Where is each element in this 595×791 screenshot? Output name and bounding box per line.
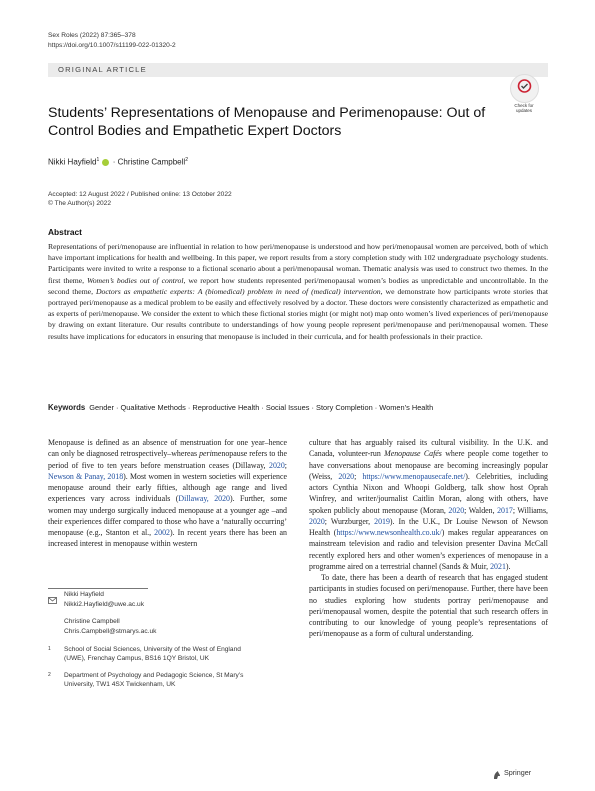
publisher-logo: Springer [504, 768, 532, 777]
citation-link[interactable]: Newson & Panay, 2018 [48, 471, 124, 481]
email-link-2[interactable]: Chris.Campbell@stmarys.ac.uk [64, 628, 157, 635]
corresponding-author-1: Nikki Hayfield [64, 591, 104, 598]
body-paragraph-2: To date, there has been a dearth of research that has engaged student participants in studies focused on peri/menopause. Further, there have been no studies exploring how students portray peri/menopause and peri/menopausal women, despite the potential that such research offers in contributing to our knowledge of young people’s representations of peri/menopause as a form of cultural understanding. [309, 573, 548, 639]
body-text: ) makes regular appearances on mainstream television and radio and television presenter Davina McCall recently explored hers and other women’s experiences of menopause in a programme aired on a terrestrial channel (Sands & Muir, [309, 528, 548, 571]
theme-2-name: Doctors as empathetic experts: A (biomedical) problem in need of (medical) intervention [95, 286, 381, 296]
citation-link[interactable]: 2020 [309, 516, 325, 526]
body-text: culture that has arguably raised its cultural visibility. In the U.K. and Canada, volunteer-run [309, 438, 548, 459]
journal-citation: Sex Roles (2022) 87:365–378 [48, 32, 136, 39]
check-updates-label[interactable]: Check for updates [514, 103, 534, 113]
keywords-label: Keywords [48, 403, 86, 412]
citation-link[interactable]: Dillaway, 2020 [178, 494, 230, 504]
affiliation-1: School of Social Sciences, University of the West of England (UWE), Frenchay Campus, BS16 1QY Bristol, UK [64, 646, 241, 662]
body-text: peri [199, 449, 212, 459]
url-link[interactable]: https://www.newsonhealth.co.uk/ [336, 528, 442, 537]
citation-link[interactable]: 2017 [497, 505, 513, 515]
author-separator: · [110, 157, 118, 167]
body-text: ). In the U.K., Dr Louise Newson of Newson Health ( [309, 516, 548, 537]
keywords [48, 403, 558, 412]
body-text: Menopause is defined as an absence of menstruation for one year–hence can only be diagnosed retrospectively–whereas [48, 438, 287, 459]
url-link[interactable]: https://www.menopausecafe.net/ [362, 471, 466, 481]
author-1-affil: 1 [96, 157, 100, 163]
citation-link[interactable]: 2019 [374, 516, 390, 526]
affiliation-2-number: 2 [48, 672, 51, 678]
footnote-rule [48, 588, 148, 589]
theme-1-name: Women’s bodies out of control [87, 275, 184, 285]
affiliation-1-number: 1 [48, 646, 51, 652]
body-right-column [309, 437, 548, 640]
body-text: ). Most women in western societies will experience menopause around their early fifties, although age range and lived experiences vary across individuals ( [48, 471, 287, 504]
body-text: ). Further, some women may undergo surgically induced menopause at a younger age –and their experiences differ compared to those who have a ‘naturally occurring’ menopause (e.g., Stanton et al., [48, 494, 287, 537]
author-line [48, 157, 188, 167]
body-text: ; Wurzburger, [324, 516, 375, 526]
citation-link[interactable]: 2002 [154, 528, 170, 537]
body-text: Menopause Cafés [384, 449, 442, 459]
mail-icon [48, 591, 57, 599]
body-text: ; [354, 471, 363, 481]
article-dates: Accepted: 12 August 2022 / Published online: 13 October 2022 [48, 191, 232, 198]
orcid-icon[interactable] [102, 159, 109, 166]
body-left-column [48, 437, 287, 550]
article-type: ORIGINAL ARTICLE [58, 65, 147, 74]
body-text: ; Walden, [464, 505, 498, 515]
abstract-body [48, 241, 548, 342]
citation-link[interactable]: 2020 [338, 471, 355, 481]
article-title: Students’ Representations of Menopause and Perimenopause: Out of Control Bodies and Empathetic Expert Doctors [48, 105, 486, 139]
citation-link[interactable]: 2020 [448, 505, 465, 515]
affiliation-2: Department of Psychology and Pedagogic Science, St Mary’s University, TW1 4SX Twickenham, UK [64, 672, 244, 688]
body-text: menopause refers to the period of five to ten years before menstruation ceases (Dillaway, [48, 449, 287, 470]
citation-link[interactable]: 2020 [269, 460, 285, 470]
body-text: ; [284, 460, 287, 470]
body-text: ). [505, 561, 511, 571]
author-1[interactable]: Nikki Hayfield [48, 157, 97, 167]
body-text: ). In recent years there has been an increased interest in menopause within western [48, 528, 287, 549]
doi-link[interactable]: https://doi.org/10.1007/s11199-022-01320-2 [48, 42, 176, 49]
abstract-text: , we demonstrate how participants wrote stories that portrayed peri/menopause as a medical problem to be easily and effectively resolved by a doctor. These doctors were consistently characterized as empathetic and as experts of peri/menopause. We consider the extent to which these fictional stories might (or might not) map onto women’s lived experiences of peri/menopause by drawing on extant literature. Our results contribute to understandings of how young people represent peri/menopause and peri/menopausal women. These results have implications for educators in ensuring that menopause is included in their curricula, and for health professionals in their practice. [48, 286, 548, 341]
corresponding-author-2: Christine Campbell [64, 618, 120, 625]
keywords-list: Gender · Qualitative Methods · Reproductive Health · Social Issues · Story Completion · Women’s Health [89, 403, 434, 412]
citation-link[interactable]: 2021 [490, 561, 506, 571]
abstract-text: , we report how students represented peri/menopausal women’s bodies as unpredictable and uncontrollable. In the second theme, [48, 275, 549, 296]
body-text: ). Celebrities, including actors Cynthia Nixon and Whoopi Goldberg, talk show host Oprah Winfrey, and writer/journalist Caitlin Moran, along with others, have spoken publicly about menopause (Moran, [309, 471, 548, 515]
author-2-affil: 2 [185, 157, 188, 163]
check-for-updates-icon[interactable] [510, 74, 539, 103]
abstract-heading: Abstract [48, 227, 82, 237]
author-2[interactable]: Christine Campbell [117, 157, 186, 167]
body-text: ; Williams, [512, 505, 548, 515]
body-text: where people come together to have conversations about menopause are becoming increasingly popular (Weiss, [309, 449, 548, 481]
springer-horse-icon [492, 767, 502, 785]
article-type-bar [48, 63, 548, 77]
copyright: © The Author(s) 2022 [48, 200, 112, 207]
abstract-text: Representations of peri/menopause are influential in relation to how peri/menopause is understood and how peri/menopausal women are perceived, both of which have important implications for health and wellbeing. In this paper, we report results from a story completion study with 102 undergraduate psychology students. Participants were invited to write a response to a fictional scenario about a peri/menopausal woman. Thematic analysis was used to construct two themes. In the first theme, [48, 242, 548, 285]
email-link-1[interactable]: Nikki2.Hayfield@uwe.ac.uk [64, 601, 144, 608]
